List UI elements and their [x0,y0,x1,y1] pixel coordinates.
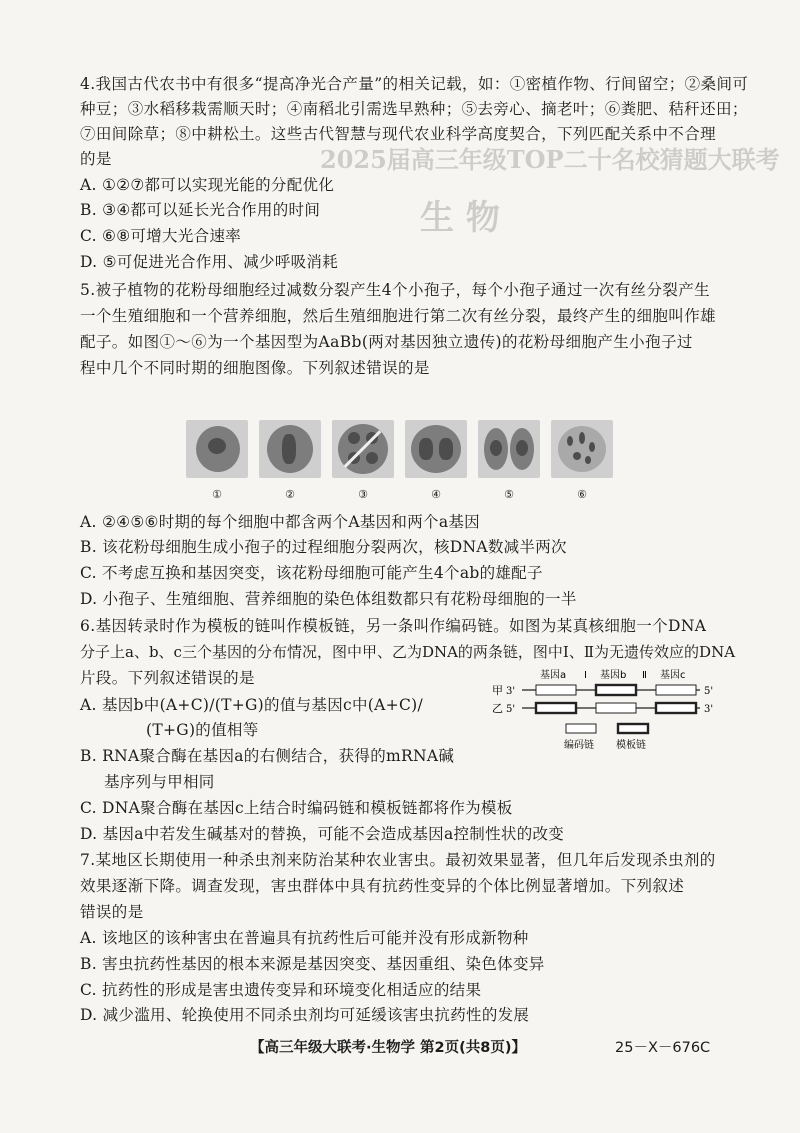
q5-line-1: 5.被子植物的花粉母细胞经过减数分裂产生4个小孢子，每个小孢子通过一次有丝分裂产生 [80,281,711,299]
q4-line-3: ⑦田间除草；⑧中耕松土。这些古代智慧与现代农业科学高度契合，下列匹配关系中不合理 [80,125,717,143]
q7-line-1: 7.某地区长期使用一种杀虫剂来防治某种农业害虫。最初效果显著，但几年后发现杀虫剂的 [80,851,716,869]
strand-jia-5prime: 5' [704,686,714,697]
legend-template-box [618,724,648,733]
cell-label-2: ② [285,488,295,501]
q6-line-2: 分子上a、b、c三个基因的分布情况，图中甲、乙为DNA的两条链，图中Ⅰ、Ⅱ为无遗传效应的DNA [80,643,736,661]
q4-line-1: 4.我国古代农书中有很多“提高净光合产量”的相关记载，如：①密植作物、行间留空；②桑间可 [80,75,749,93]
strand-jia-label: 甲 [492,684,503,697]
q6-line-1: 6.基因转录时作为模板的链叫作模板链，另一条叫作编码链。如图为某真核细胞一个DNA [80,617,707,635]
cell-labels-row [186,488,616,506]
bleed-through-title: 2025届高三年级TOP二十名校猜题大联考 [320,145,780,174]
q4-line-2: 种豆；③水稻移栽需顺天时；④南稻北引需选早熟种；⑤去旁心、摘老叶；⑥粪肥、秸秆还田； [80,100,748,118]
cell-label-3: ③ [358,488,368,501]
label-gene-a: 基因a [540,670,567,681]
bleed-through-subject: 生 物 [420,198,500,238]
cell-image-6 [551,420,613,478]
label-gene-b: 基因b [600,670,627,681]
cell-image-5 [478,420,540,478]
label-gene-c: 基因c [660,670,686,681]
cell-images-row [186,420,616,478]
q6-option-d: D. 基因a中若发生碱基对的替换，可能不会造成基因a控制性状的改变 [80,825,565,843]
q7-option-c: C. 抗药性的形成是害虫遗传变异和环境变化相适应的结果 [80,981,482,999]
legend-coding-box [566,724,596,733]
q5-option-a: A. ②④⑤⑥时期的每个细胞中都含两个A基因和两个a基因 [80,513,480,531]
cell-image-2 [259,420,321,478]
page-footer: 【高三年级大联考·生物学 第2页(共8页)】 [250,1040,526,1056]
gene-c-yi-box [656,703,696,713]
q5-option-c: C. 不考虑互换和基因突变，该花粉母细胞可能产生4个ab的雄配子 [80,564,543,582]
cell-image-1 [186,420,248,478]
gene-b-jia-box [596,685,636,695]
q4-option-a: A. ①②⑦都可以实现光能的分配优化 [80,176,335,194]
label-segment-1: Ⅰ [584,670,587,681]
cell-label-1: ① [212,488,222,501]
legend-coding-label: 编码链 [564,740,594,751]
q4-option-b: B. ③④都可以延长光合作用的时间 [80,201,321,219]
gene-b-yi-box [596,703,636,713]
q6-line-3: 片段。下列叙述错误的是 [80,669,255,687]
q4-option-c: C. ⑥⑧可增大光合速率 [80,227,242,245]
q7-option-d: D. 减少滥用、轮换使用不同杀虫剂均可延缓该害虫抗药性的发展 [80,1006,530,1024]
q4-option-d: D. ⑤可促进光合作用、减少呼吸消耗 [80,253,339,271]
q6-option-a: A. 基因b中(A+C)/(T+G)的值与基因c中(A+C)/ [80,696,423,714]
q5-option-b: B. 该花粉母细胞生成小孢子的过程细胞分裂两次，核DNA数减半两次 [80,538,567,556]
label-segment-2: Ⅱ [642,670,647,681]
strand-yi-3prime: 3' [704,704,714,715]
strand-jia-3prime: 3' [506,686,516,697]
q7-option-a: A. 该地区的该种害虫在普遍具有抗药性后可能并没有形成新物种 [80,929,529,947]
cell-label-5: ⑤ [504,488,514,501]
q5-line-2: 一个生殖细胞和一个营养细胞，然后生殖细胞进行第二次有丝分裂，最终产生的细胞叫作雄 [80,307,717,325]
q6-option-b: B. RNA聚合酶在基因a的右侧结合，获得的mRNA碱 [80,747,455,765]
q4-line-4: 的是 [80,150,112,168]
q6-option-b-cont: 基序列与甲相同 [104,773,215,791]
q7-line-2: 效果逐渐下降。调查发现，害虫群体中具有抗药性变异的个体比例显著增加。下列叙述 [80,877,685,895]
q5-line-3: 配子。如图①～⑥为一个基因型为AaBb(两对基因独立遗传)的花粉母细胞产生小孢子过 [80,333,693,351]
q5-option-d: D. 小孢子、生殖细胞、营养细胞的染色体组数都只有花粉母细胞的一半 [80,590,577,608]
q5-line-4: 程中几个不同时期的细胞图像。下列叙述错误的是 [80,359,430,377]
cell-label-4: ④ [431,488,441,501]
cell-label-6: ⑥ [577,488,587,501]
dna-gene-diagram [488,664,728,784]
gene-c-jia-box [656,685,696,695]
q6-option-c: C. DNA聚合酶在基因c上结合时编码链和模板链都将作为模板 [80,799,513,817]
exam-code: 25－X－676C [615,1040,711,1056]
q7-line-3: 错误的是 [80,903,144,921]
legend-template-label: 模板链 [616,740,646,751]
cell-image-4 [405,420,467,478]
gene-a-yi-box [536,703,576,713]
strand-yi-label: 乙 [492,702,503,715]
strand-yi-5prime: 5' [506,704,516,715]
q7-option-b: B. 害虫抗药性基因的根本来源是基因突变、基因重组、染色体变异 [80,955,545,973]
q6-option-a-cont: (T+G)的值相等 [146,721,259,739]
gene-a-jia-box [536,685,576,695]
cell-image-3 [332,420,394,478]
